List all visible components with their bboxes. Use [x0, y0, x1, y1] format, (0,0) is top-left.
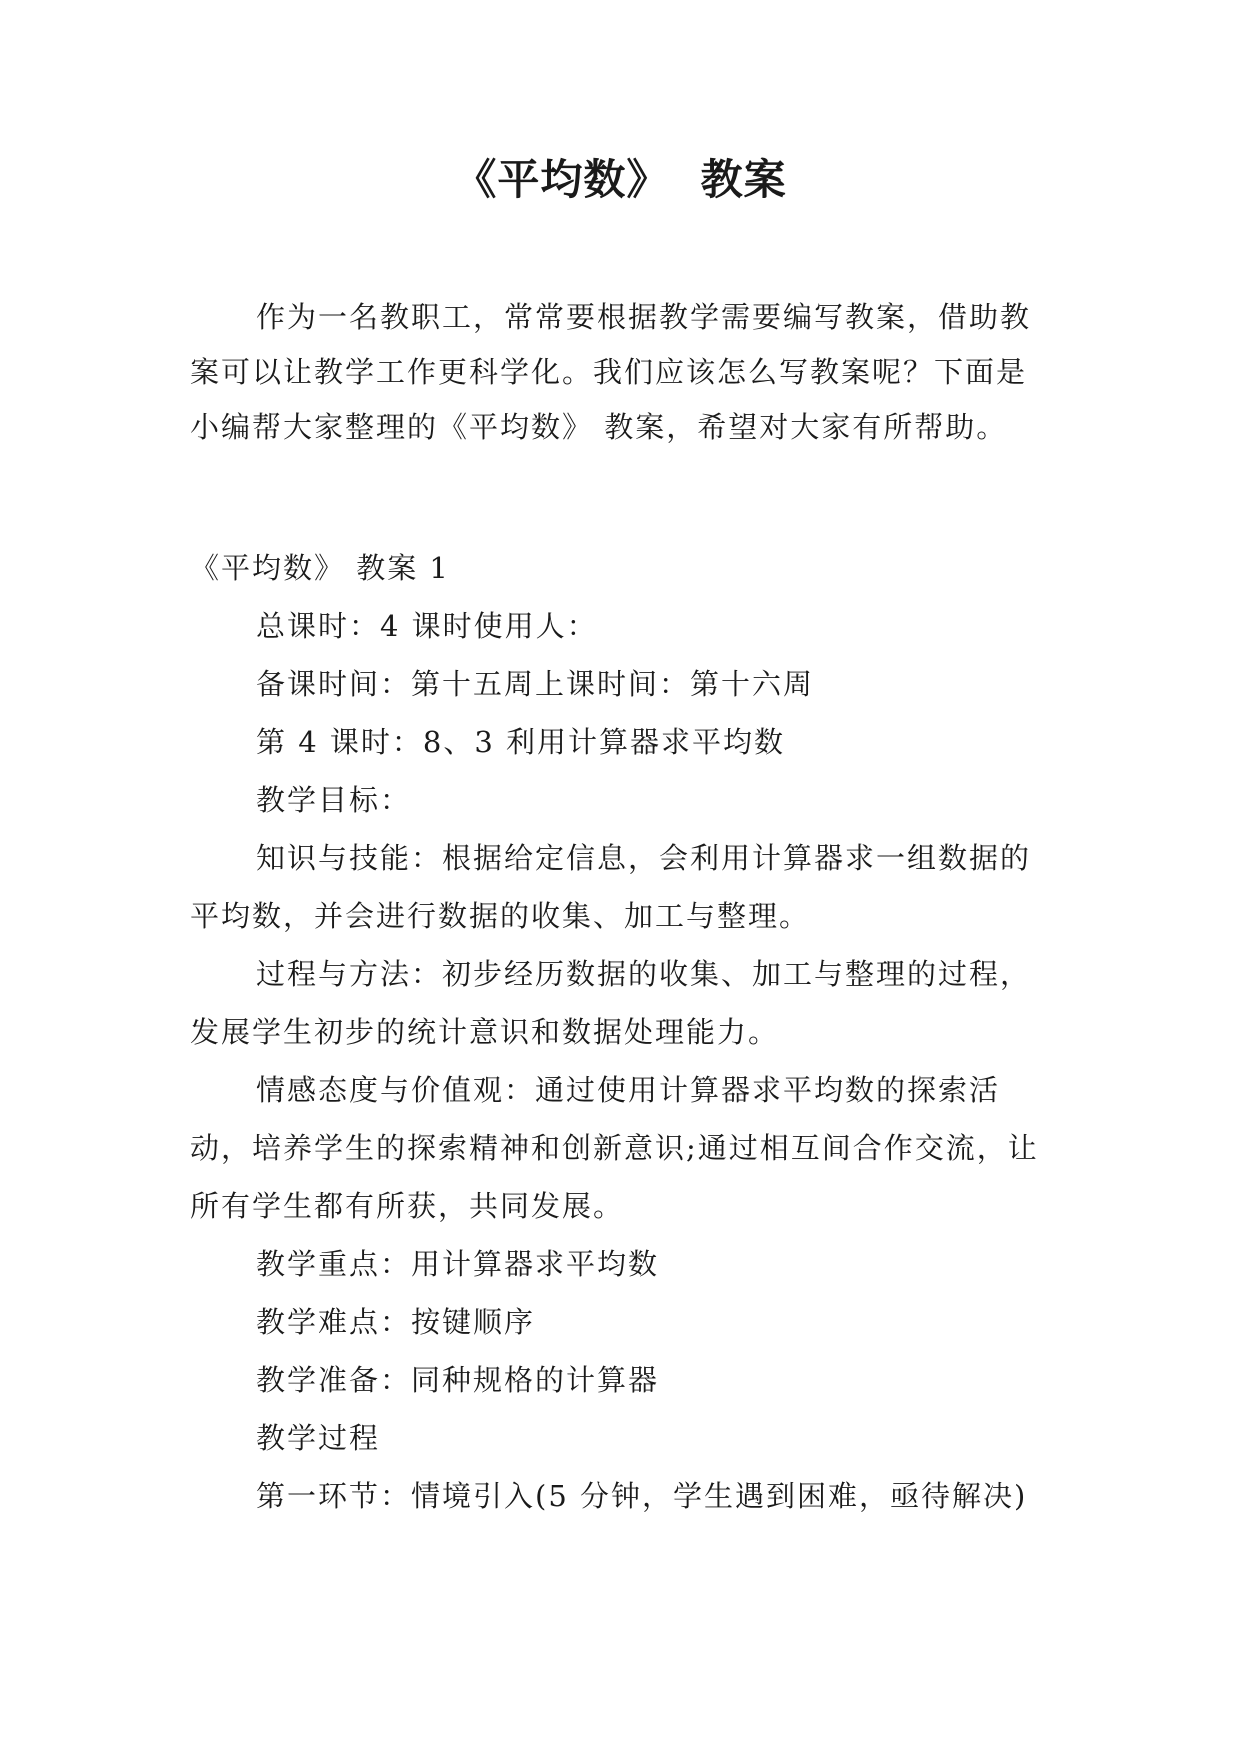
paragraph-process-heading: 教学过程	[256, 1421, 381, 1455]
document-body	[190, 290, 1052, 1525]
paragraph-objectives-heading: 教学目标：	[256, 783, 412, 817]
document-title: 《平均数》 教案	[454, 155, 787, 204]
intro-paragraph: 作为一名教职工，常常要根据教学需要编写教案，借助教案可以让教学工作更科学化。我们应该怎么写教案呢？下面是小编帮大家整理的《平均数》 教案，希望对大家有所帮助。	[190, 300, 1032, 444]
paragraph-total-hours: 总课时：4 课时使用人：	[256, 609, 598, 643]
paragraph-process-methods: 过程与方法：初步经历数据的收集、加工与整理的过程，发展学生初步的统计意识和数据处理能力。	[190, 957, 1032, 1049]
paragraph-prep-time: 备课时间：第十五周上课时间：第十六周	[256, 667, 815, 701]
paragraph-lesson-number: 第 4 课时：8、3 利用计算器求平均数	[256, 725, 786, 759]
paragraph-attitudes-values: 情感态度与价值观：通过使用计算器求平均数的探索活动，培养学生的探索精神和创新意识;通过相互间合作交流，让所有学生都有所获，共同发展。	[190, 1073, 1039, 1223]
paragraph-preparation: 教学准备：同种规格的计算器	[256, 1363, 660, 1397]
paragraph-knowledge-skills: 知识与技能：根据给定信息，会利用计算器求一组数据的平均数，并会进行数据的收集、加工与整理。	[190, 841, 1032, 933]
paragraph-key-point: 教学重点：用计算器求平均数	[256, 1247, 660, 1281]
section-heading: 《平均数》 教案 1	[190, 551, 450, 585]
paragraph-first-stage: 第一环节：情境引入(5 分钟，学生遇到困难，亟待解决)	[256, 1479, 1028, 1513]
paragraph-difficulty: 教学难点：按键顺序	[256, 1305, 536, 1339]
